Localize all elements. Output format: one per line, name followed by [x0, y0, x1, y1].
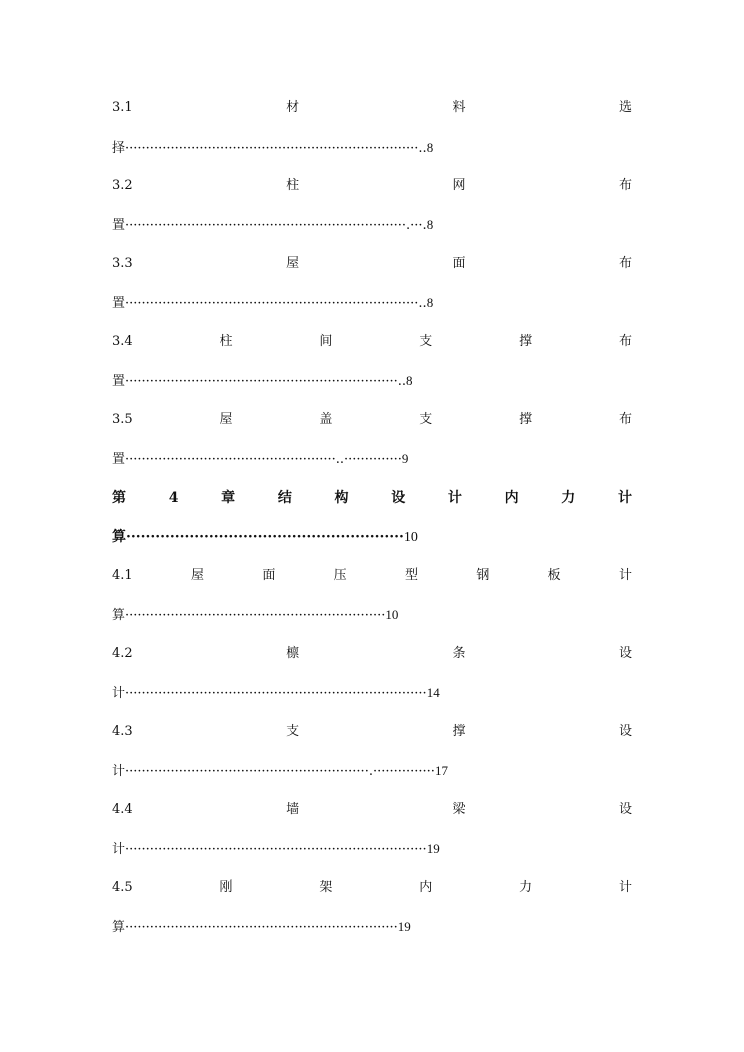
toc-title-char: 撑 — [452, 724, 466, 739]
toc-title-char: 计 — [447, 490, 462, 506]
toc-title-last-char: 择 — [112, 141, 126, 156]
toc-title-char: 计 — [618, 568, 632, 583]
toc-title-char: 布 — [618, 412, 632, 427]
toc-title-char: 压 — [333, 568, 347, 583]
dot-leader: ···················································..·············· — [125, 452, 402, 467]
toc-leader-4-4 — [112, 837, 440, 861]
toc-title-char: 设 — [391, 490, 406, 506]
toc-leader-3-2 — [112, 213, 433, 237]
toc-title-char: 4 — [168, 490, 179, 506]
toc-leader-3-3 — [112, 291, 433, 315]
dot-leader: ·································································· — [125, 920, 398, 935]
page-number[interactable]: 14 — [426, 685, 440, 700]
toc-title-char: 板 — [547, 568, 561, 583]
toc-entry-number: 3.2 — [112, 178, 133, 193]
toc-title-char: 内 — [504, 490, 519, 506]
toc-title-char: 盖 — [319, 412, 333, 427]
dot-leader: ·······································································.. — [125, 296, 427, 311]
toc-entry-number: 4.5 — [112, 880, 133, 895]
toc-title-last-char: 置 — [112, 452, 126, 467]
toc-leader-4-2 — [112, 681, 440, 705]
toc-title-char: 设 — [618, 802, 632, 817]
toc-title-char: 檩 — [286, 646, 300, 661]
dot-leader: ························································· — [126, 529, 404, 545]
dot-leader: ·······································································.. — [125, 141, 427, 156]
dot-leader: ··································································.. — [125, 374, 407, 389]
toc-title-char: 支 — [419, 334, 433, 349]
toc-leader-3-1 — [112, 136, 433, 160]
toc-title-char: 料 — [452, 100, 466, 115]
toc-title-last-char: 算 — [112, 608, 126, 623]
toc-title-char: 选 — [618, 100, 632, 115]
page-number[interactable]: 10 — [385, 607, 399, 622]
toc-title-char: 设 — [618, 724, 632, 739]
toc-entry-number: 3.1 — [112, 100, 133, 115]
toc-title-char: 撑 — [519, 412, 533, 427]
toc-title-last-char: 计 — [112, 764, 126, 779]
page-number[interactable]: 8 — [426, 140, 434, 155]
toc-title-last-char: 置 — [112, 296, 126, 311]
toc-title-char: 梁 — [452, 802, 466, 817]
toc-leader-4-3 — [112, 759, 448, 783]
toc-entry-number: 4.2 — [112, 646, 133, 661]
toc-title-char: 柱 — [219, 334, 233, 349]
toc-title-char: 支 — [286, 724, 300, 739]
toc-leader-3-4 — [112, 369, 413, 393]
toc-title-char: 间 — [319, 334, 333, 349]
toc-title-last-char: 算 — [112, 529, 126, 545]
toc-title-last-char: 计 — [112, 842, 126, 857]
toc-entry-number: 3.5 — [112, 412, 133, 427]
toc-title-char: 力 — [561, 490, 576, 506]
toc-title-char: 章 — [221, 490, 236, 506]
dot-leader: ········································································· — [125, 842, 427, 857]
page-number[interactable]: 19 — [426, 841, 440, 856]
toc-title-char: 计 — [618, 880, 632, 895]
toc-entry-3-2[interactable] — [112, 174, 632, 198]
toc-entry-4-4[interactable] — [112, 798, 632, 822]
toc-title-char: 面 — [262, 568, 276, 583]
toc-leader-4-1 — [112, 603, 398, 627]
toc-entry-3-4[interactable] — [112, 330, 632, 354]
toc-title-char: 撑 — [519, 334, 533, 349]
toc-title-last-char: 置 — [112, 374, 126, 389]
toc-leader-chapter-4 — [112, 525, 418, 549]
toc-title-char: 材 — [286, 100, 300, 115]
toc-entry-4-2[interactable] — [112, 642, 632, 666]
toc-entry-number: 4.1 — [112, 568, 133, 583]
toc-title-char: 屋 — [286, 256, 300, 271]
toc-title-char: 刚 — [219, 880, 233, 895]
toc-entry-4-3[interactable] — [112, 720, 632, 744]
toc-chapter-4[interactable] — [112, 486, 632, 510]
toc-title-last-char: 计 — [112, 686, 126, 701]
toc-title-char: 面 — [452, 256, 466, 271]
toc-leader-4-5 — [112, 915, 411, 939]
dot-leader: ···························································.··············· — [125, 764, 435, 779]
toc-leader-3-5 — [112, 447, 408, 471]
page-number[interactable]: 10 — [403, 530, 418, 545]
toc-title-char: 屋 — [191, 568, 205, 583]
toc-title-char: 墙 — [286, 802, 300, 817]
page-number[interactable]: 19 — [397, 919, 411, 934]
toc-title-char: 屋 — [219, 412, 233, 427]
toc-entry-number: 3.3 — [112, 256, 133, 271]
dot-leader: ······························································· — [125, 608, 386, 623]
toc-title-char: 设 — [618, 646, 632, 661]
toc-title-char: 型 — [404, 568, 418, 583]
toc-title-char: 结 — [277, 490, 292, 506]
toc-entry-number: 4.3 — [112, 724, 133, 739]
toc-entry-number: 3.4 — [112, 334, 133, 349]
toc-title-char: 布 — [618, 178, 632, 193]
page-number[interactable]: 9 — [401, 451, 409, 466]
toc-entry-4-5[interactable] — [112, 876, 632, 900]
toc-title-char: 网 — [452, 178, 466, 193]
toc-entry-4-1[interactable] — [112, 564, 632, 588]
toc-title-char: 计 — [617, 490, 632, 506]
toc-title-last-char: 置 — [112, 218, 126, 233]
toc-entry-3-5[interactable] — [112, 408, 632, 432]
toc-title-char: 内 — [419, 880, 433, 895]
dot-leader: ········································································· — [125, 686, 427, 701]
toc-title-char: 布 — [618, 334, 632, 349]
dot-leader: ····································································.···. — [125, 218, 427, 233]
toc-title-char: 力 — [519, 880, 533, 895]
toc-title-char: 钢 — [476, 568, 490, 583]
toc-entry-3-1[interactable] — [112, 96, 632, 120]
toc-entry-number: 4.4 — [112, 802, 133, 817]
toc-title-char: 布 — [618, 256, 632, 271]
page-number[interactable]: 17 — [434, 763, 448, 778]
toc-title-char: 构 — [334, 490, 349, 506]
toc-title-char: 架 — [319, 880, 333, 895]
toc-title-char: 支 — [419, 412, 433, 427]
toc-entry-3-3[interactable] — [112, 252, 632, 276]
toc-title-last-char: 算 — [112, 920, 126, 935]
page-number[interactable]: 8 — [426, 295, 434, 310]
toc-title-char: 柱 — [286, 178, 300, 193]
toc-title-char: 条 — [452, 646, 466, 661]
toc-chapter-prefix: 第 — [112, 490, 126, 506]
page-number[interactable]: 8 — [426, 217, 434, 232]
page-number[interactable]: 8 — [406, 373, 413, 388]
